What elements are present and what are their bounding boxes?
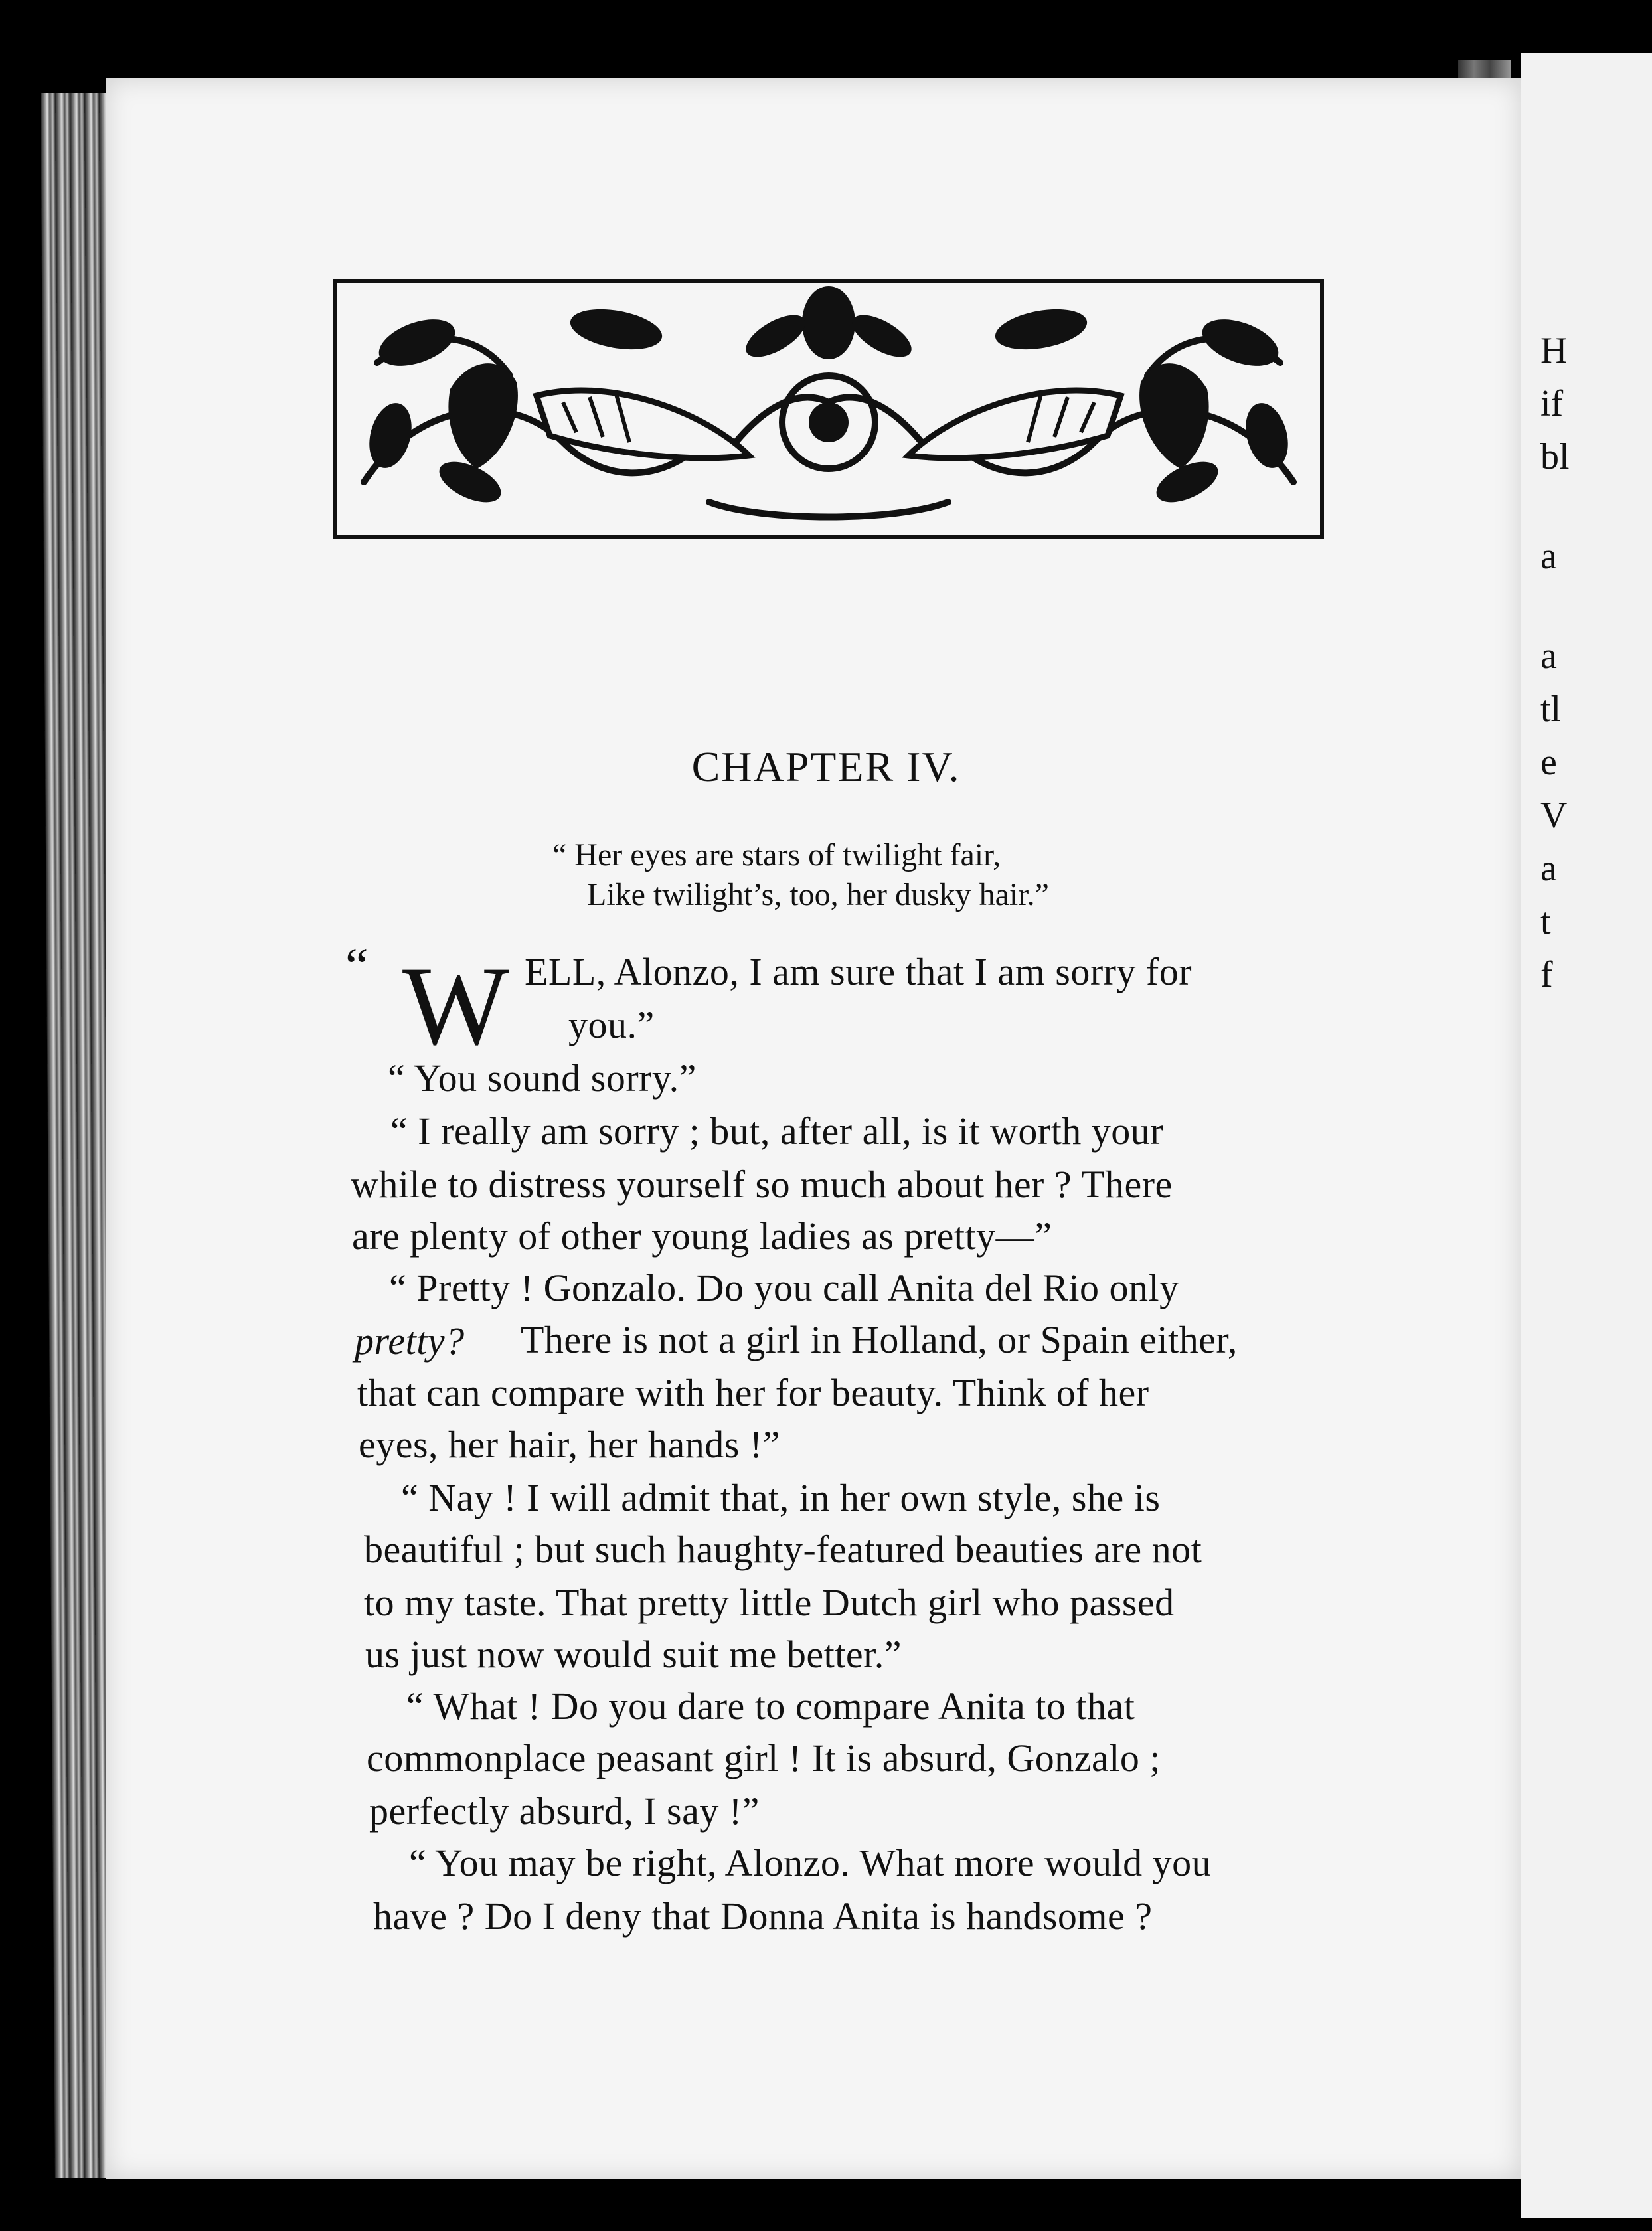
body-line: commonplace peasant girl ! It is absurd, Gonzalo ; bbox=[367, 1736, 1161, 1779]
facing-page-fragment: a bbox=[1540, 536, 1557, 577]
facing-page-fragment: if bbox=[1540, 383, 1564, 424]
ornamental-headpiece bbox=[333, 279, 1324, 539]
facing-page-fragment: e bbox=[1540, 742, 1557, 783]
epigraph-line-2: Like twilight’s, too, her dusky hair.” bbox=[587, 877, 1049, 912]
facing-page-fragment: tl bbox=[1540, 689, 1562, 730]
body-line: are plenty of other young ladies as pretty—” bbox=[352, 1214, 1052, 1258]
body-line: to my taste. That pretty little Dutch girl who passed bbox=[364, 1581, 1175, 1624]
chapter-title: CHAPTER IV. bbox=[691, 743, 961, 790]
dropcap-letter: W bbox=[402, 944, 509, 1068]
body-line: perfectly absurd, I say !” bbox=[369, 1789, 760, 1833]
facing-page bbox=[1521, 53, 1652, 2218]
body-line: have ? Do I deny that Donna Anita is handsome ? bbox=[373, 1894, 1153, 1938]
facing-page-fragment: f bbox=[1540, 954, 1553, 995]
facing-page-fragment: H bbox=[1540, 330, 1568, 371]
body-line: “ You may be right, Alonzo. What more would you bbox=[409, 1841, 1212, 1884]
body-line: while to distress yourself so much about her ? There bbox=[351, 1163, 1173, 1206]
body-line-italic: pretty? bbox=[355, 1319, 465, 1363]
body-line: eyes, her hair, her hands !” bbox=[359, 1423, 780, 1466]
epigraph-line-1: “ Her eyes are stars of twilight fair, bbox=[552, 837, 1001, 872]
body-line: that can compare with her for beauty. Think of her bbox=[357, 1371, 1149, 1414]
ornament-illustration bbox=[337, 283, 1320, 535]
body-line: “ Pretty ! Gonzalo. Do you call Anita del Rio only bbox=[389, 1266, 1179, 1309]
facing-page-fragment: t bbox=[1540, 901, 1551, 942]
body-line: “ What ! Do you dare to compare Anita to that bbox=[406, 1685, 1135, 1728]
facing-page-fragment: a bbox=[1540, 848, 1557, 889]
facing-page-fragment: V bbox=[1540, 795, 1568, 836]
facing-page-fragment: a bbox=[1540, 635, 1557, 677]
body-line: beautiful ; but such haughty-featured beauties are not bbox=[364, 1528, 1202, 1571]
body-line: “ I really am sorry ; but, after all, is it worth your bbox=[390, 1110, 1164, 1153]
body-line: There is not a girl in Holland, or Spain either, bbox=[521, 1318, 1238, 1361]
body-line: “ You sound sorry.” bbox=[388, 1056, 697, 1100]
body-line: “ Nay ! I will admit that, in her own style, she is bbox=[401, 1476, 1161, 1519]
body-line: us just now would suit me better.” bbox=[365, 1633, 902, 1676]
dropcap-opening-quote: “ bbox=[345, 937, 369, 995]
body-line: you.” bbox=[568, 1003, 655, 1046]
facing-page-fragment: bl bbox=[1540, 436, 1570, 477]
body-line: ELL, Alonzo, I am sure that I am sorry for bbox=[525, 950, 1193, 993]
